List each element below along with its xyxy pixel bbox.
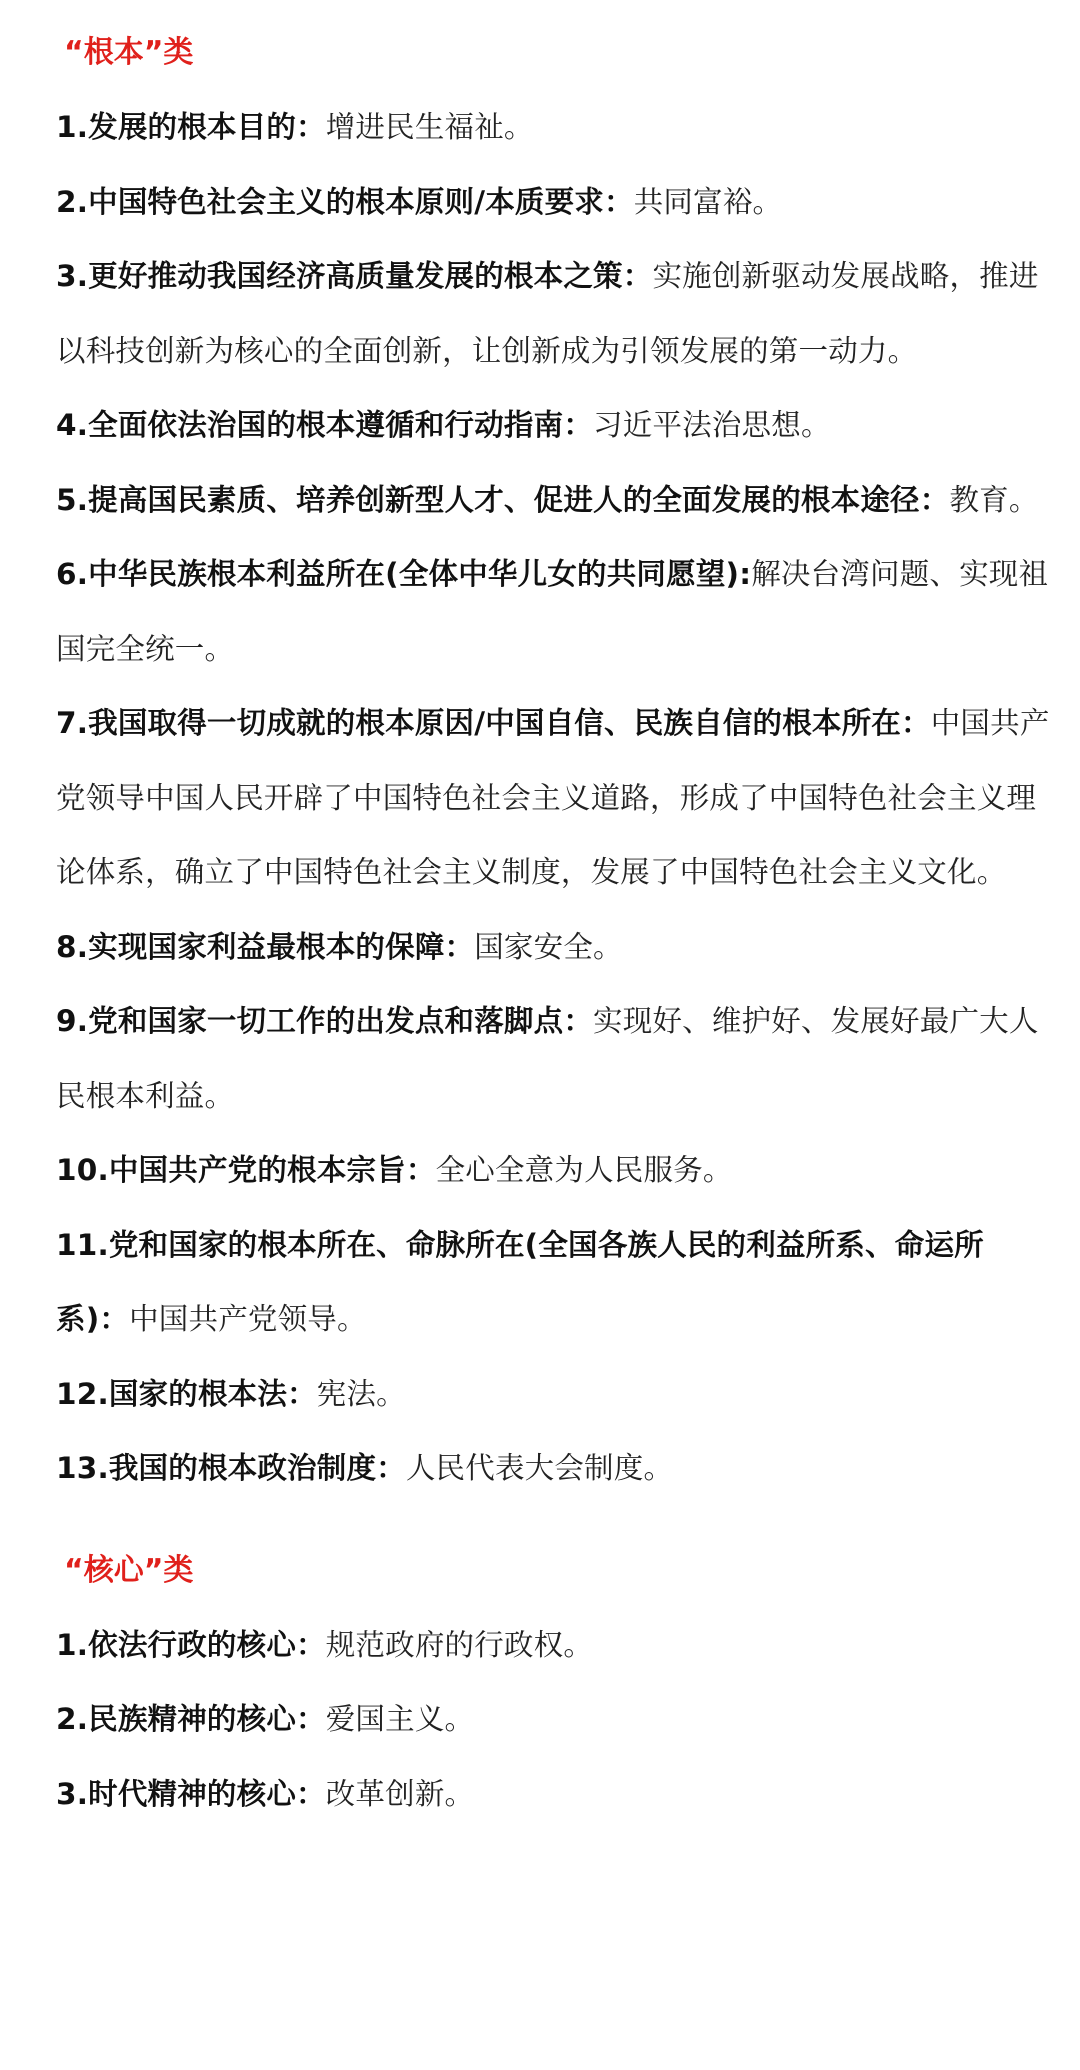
item-term: 2.中国特色社会主义的根本原则/本质要求： <box>56 184 634 219</box>
item-term: 1.依法行政的核心： <box>56 1627 326 1662</box>
item-term: 8.实现国家利益最根本的保障： <box>56 929 475 964</box>
item-definition: 共同富裕。 <box>633 184 783 219</box>
item-definition: 改革创新。 <box>325 1776 475 1811</box>
list-item <box>56 388 1050 463</box>
item-definition: 中国共产党领导。 <box>129 1302 367 1336</box>
item-definition: 教育。 <box>949 482 1039 517</box>
list-item <box>56 1608 1050 1683</box>
list-item <box>56 1133 1050 1208</box>
item-term: 1.发展的根本目的： <box>56 110 326 144</box>
item-term: 9.党和国家一切工作的出发点和落脚点： <box>56 1004 594 1038</box>
list-item <box>56 463 1050 538</box>
item-term: 2.民族精神的核心： <box>56 1702 326 1736</box>
item-definition: 爱国主义。 <box>325 1702 475 1736</box>
list-item <box>56 1357 1050 1432</box>
item-definition: 国家安全。 <box>474 929 623 964</box>
item-definition: 规范政府的行政权。 <box>325 1627 594 1662</box>
item-definition: 中国共产党领导中国人民开辟了中国特色社会主义道路，形成了中国特色社会主义理论体系，确立了中国特色社会主义制度，发展了中国特色社会主义文化。 <box>56 706 1050 889</box>
item-term: 5.提高国民素质、培养创新型人才、促进人的全面发展的根本途径： <box>56 482 950 517</box>
item-definition: 宪法。 <box>316 1376 406 1411</box>
genben-list <box>56 90 1050 1506</box>
item-term: 3.时代精神的核心： <box>56 1776 326 1811</box>
item-term: 10.中国共产党的根本宗旨： <box>56 1153 436 1187</box>
item-term: 3.更好推动我国经济高质量发展的根本之策： <box>56 259 653 293</box>
item-definition: 习近平法治思想。 <box>593 408 831 442</box>
item-term: 12.国家的根本法： <box>56 1376 317 1411</box>
list-item <box>56 1757 1050 1832</box>
item-definition: 解决台湾问题、实现祖国完全统一。 <box>56 557 1049 666</box>
list-item <box>56 90 1050 165</box>
list-item <box>56 984 1050 1133</box>
list-item <box>56 910 1050 985</box>
hexin-list <box>56 1608 1050 1832</box>
list-item <box>56 1431 1050 1506</box>
list-item <box>56 686 1050 910</box>
list-item <box>56 537 1050 686</box>
item-definition: 实施创新驱动发展战略，推进以科技创新为核心的全面创新，让创新成为引领发展的第一动力。 <box>56 259 1039 368</box>
item-term: 6.中华民族根本利益所在(全体中华儿女的共同愿望): <box>56 557 752 591</box>
list-item <box>56 165 1050 240</box>
section-title-genben: “根本”类 <box>64 35 194 70</box>
item-definition: 增进民生福祉。 <box>325 110 534 144</box>
list-item <box>56 1682 1050 1757</box>
item-term: 4.全面依法治国的根本遵循和行动指南： <box>56 408 594 442</box>
item-definition: 实现好、维护好、发展好最广大人民根本利益。 <box>56 1004 1039 1113</box>
list-item <box>56 1208 1050 1357</box>
list-item <box>56 239 1050 388</box>
item-definition: 全心全意为人民服务。 <box>435 1153 733 1187</box>
item-term: 11.党和国家的根本所在、命脉所在(全国各族人民的利益所系、命运所系)： <box>56 1227 984 1336</box>
section-title-hexin: “核心”类 <box>64 1552 194 1588</box>
item-definition: 人民代表大会制度。 <box>405 1451 674 1485</box>
item-term: 13.我国的根本政治制度： <box>56 1451 406 1485</box>
item-term: 7.我国取得一切成就的根本原因/中国自信、民族自信的根本所在： <box>56 706 931 740</box>
